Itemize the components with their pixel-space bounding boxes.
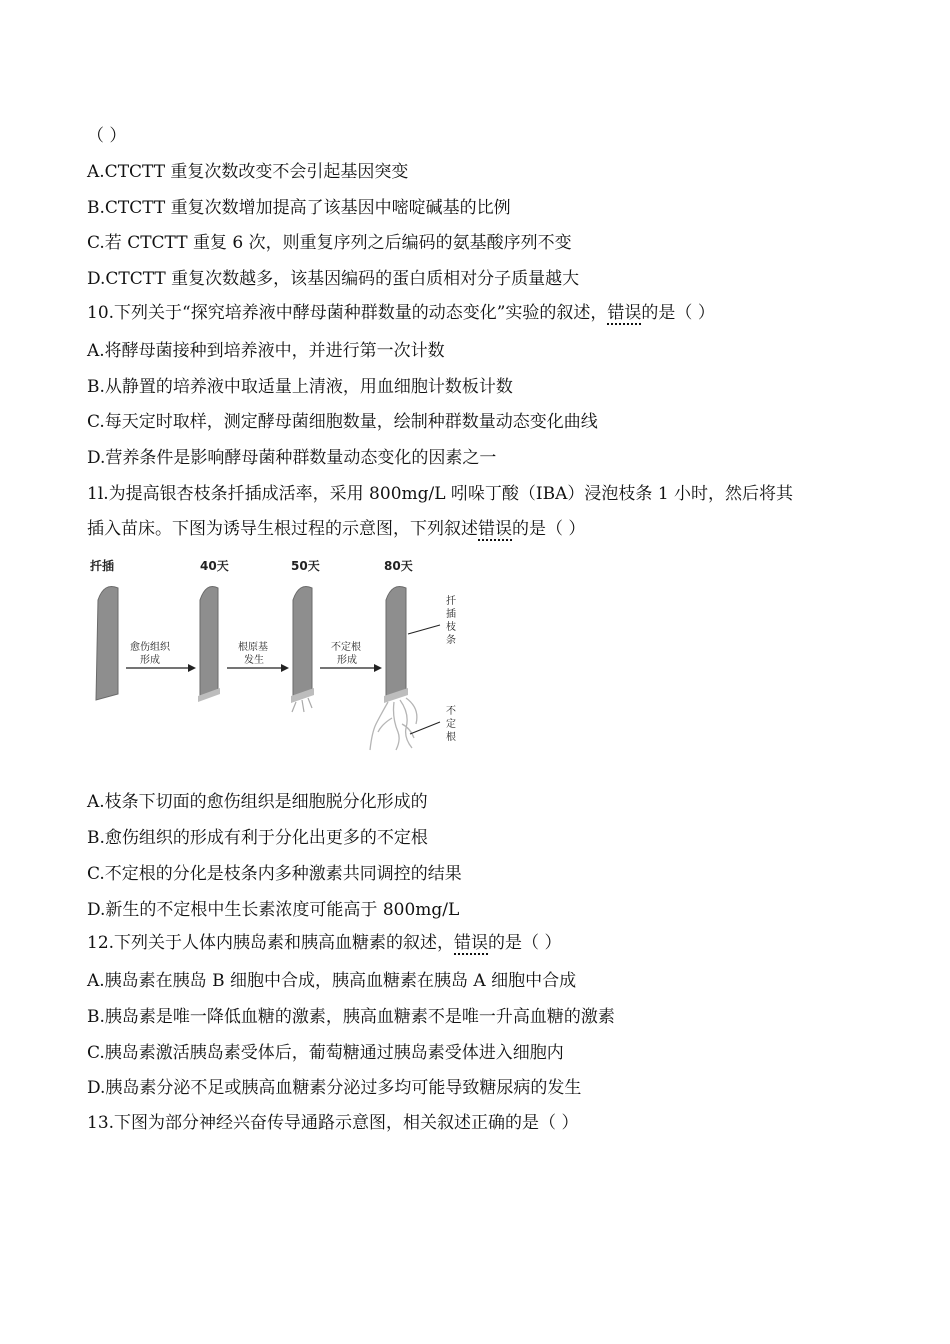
q12-option-d: D.胰岛素分泌不足或胰高血糖素分泌过多均可能导致糖尿病的发生 xyxy=(87,1078,582,1098)
label-stem-2: 插 xyxy=(446,609,456,620)
arrow-3-head xyxy=(374,664,382,672)
q10-emphasis: 错误 xyxy=(607,303,642,323)
leader-line-root xyxy=(410,722,440,734)
q11-stem-line2 xyxy=(87,517,585,541)
cutting-stick-4 xyxy=(386,587,406,699)
q12-option-b: B.胰岛素是唯一降低血糖的激素，胰高血糖素不是唯一升高血糖的激素 xyxy=(87,1007,615,1027)
q13-stem: 13.下图为部分神经兴奋传导通路示意图，相关叙述正确的是（ ） xyxy=(87,1113,579,1133)
rooting-diagram xyxy=(88,548,474,760)
stage-label-cutting: 扦插 xyxy=(90,559,115,573)
q9-option-a: A.CTCTT 重复次数改变不会引起基因突变 xyxy=(87,162,409,182)
arrow-1-label-top: 愈伤组织 xyxy=(130,642,170,653)
label-root-1: 不 xyxy=(446,706,456,717)
arrow-1-label-bottom: 形成 xyxy=(140,655,160,666)
q11-option-b: B.愈伤组织的形成有利于分化出更多的不定根 xyxy=(87,828,428,848)
label-root-3: 根 xyxy=(446,732,456,743)
arrow-1-head xyxy=(188,664,196,672)
q12-emphasis: 错误 xyxy=(454,933,489,953)
q9-option-c: C.若 CTCTT 重复 6 次，则重复序列之后编码的氨基酸序列不变 xyxy=(87,233,572,253)
q10-option-d: D.营养条件是影响酵母菌种群数量动态变化的因素之一 xyxy=(87,448,497,468)
arrow-2-label-bottom: 发生 xyxy=(244,655,264,666)
q10-option-a: A.将酵母菌接种到培养液中，并进行第一次计数 xyxy=(87,341,445,361)
q12-stem-pre: 12.下列关于人体内胰岛素和胰高血糖素的叙述， xyxy=(87,933,455,953)
stage-label-40d: 40天 xyxy=(200,559,229,573)
label-stem-1: 扦 xyxy=(446,596,456,607)
q9-option-b: B.CTCTT 重复次数增加提高了该基因中嘧啶碱基的比例 xyxy=(87,198,511,218)
q12-stem xyxy=(87,931,561,955)
cutting-stick-3 xyxy=(293,587,312,699)
q11-stem-line1: 1l.为提高银杏枝条扦插成活率，采用 800mg/L 吲哚丁酸（IBA）浸泡枝条 1 小时，然后将其 xyxy=(87,484,794,504)
q10-stem xyxy=(87,301,715,325)
q10-stem-post: 的是（ ） xyxy=(641,303,715,323)
label-stem-4: 条 xyxy=(446,635,456,646)
q11-emphasis: 错误 xyxy=(478,519,512,539)
q11-stem-pre: 插入苗床。下图为诱导生根过程的示意图，下列叙述 xyxy=(87,519,478,539)
q11-stem-post: 的是（ ） xyxy=(512,519,586,539)
stage-label-80d: 80天 xyxy=(384,559,413,573)
q10-option-b: B.从静置的培养液中取适量上清液，用血细胞计数板计数 xyxy=(87,377,513,397)
q10-option-c: C.每天定时取样，测定酵母菌细胞数量，绘制种群数量动态变化曲线 xyxy=(87,412,598,432)
arrow-3-label-top: 不定根 xyxy=(331,642,361,653)
q9-answer-paren: （ ） xyxy=(87,126,127,146)
q11-option-a: A.枝条下切面的愈伤组织是细胞脱分化形成的 xyxy=(87,792,428,812)
q9-option-d: D.CTCTT 重复次数越多，该基因编码的蛋白质相对分子质量越大 xyxy=(87,269,580,289)
cutting-stick-1 xyxy=(96,587,118,701)
arrow-2-head xyxy=(281,664,289,672)
rooting-process-figure xyxy=(88,548,474,760)
stage-label-50d: 50天 xyxy=(291,559,320,573)
q11-option-c: C.不定根的分化是枝条内多种激素共同调控的结果 xyxy=(87,864,462,884)
q10-stem-pre: 10.下列关于“探究培养液中酵母菌种群数量的动态变化”实验的叙述， xyxy=(87,303,608,323)
q12-stem-post: 的是（ ） xyxy=(488,933,562,953)
adventitious-roots xyxy=(370,698,417,750)
q12-option-c: C.胰岛素激活胰岛素受体后，葡萄糖通过胰岛素受体进入细胞内 xyxy=(87,1043,564,1063)
q12-option-a: A.胰岛素在胰岛 B 细胞中合成，胰高血糖素在胰岛 A 细胞中合成 xyxy=(87,971,577,991)
arrow-3-label-bottom: 形成 xyxy=(337,655,357,666)
label-stem-3: 枝 xyxy=(446,622,456,633)
label-root-2: 定 xyxy=(446,719,456,730)
arrow-2-label-top: 根原基 xyxy=(238,642,268,653)
leader-line-stem xyxy=(408,625,440,634)
cutting-stick-2 xyxy=(200,587,218,699)
q11-option-d: D.新生的不定根中生长素浓度可能高于 800mg/L xyxy=(87,900,460,920)
